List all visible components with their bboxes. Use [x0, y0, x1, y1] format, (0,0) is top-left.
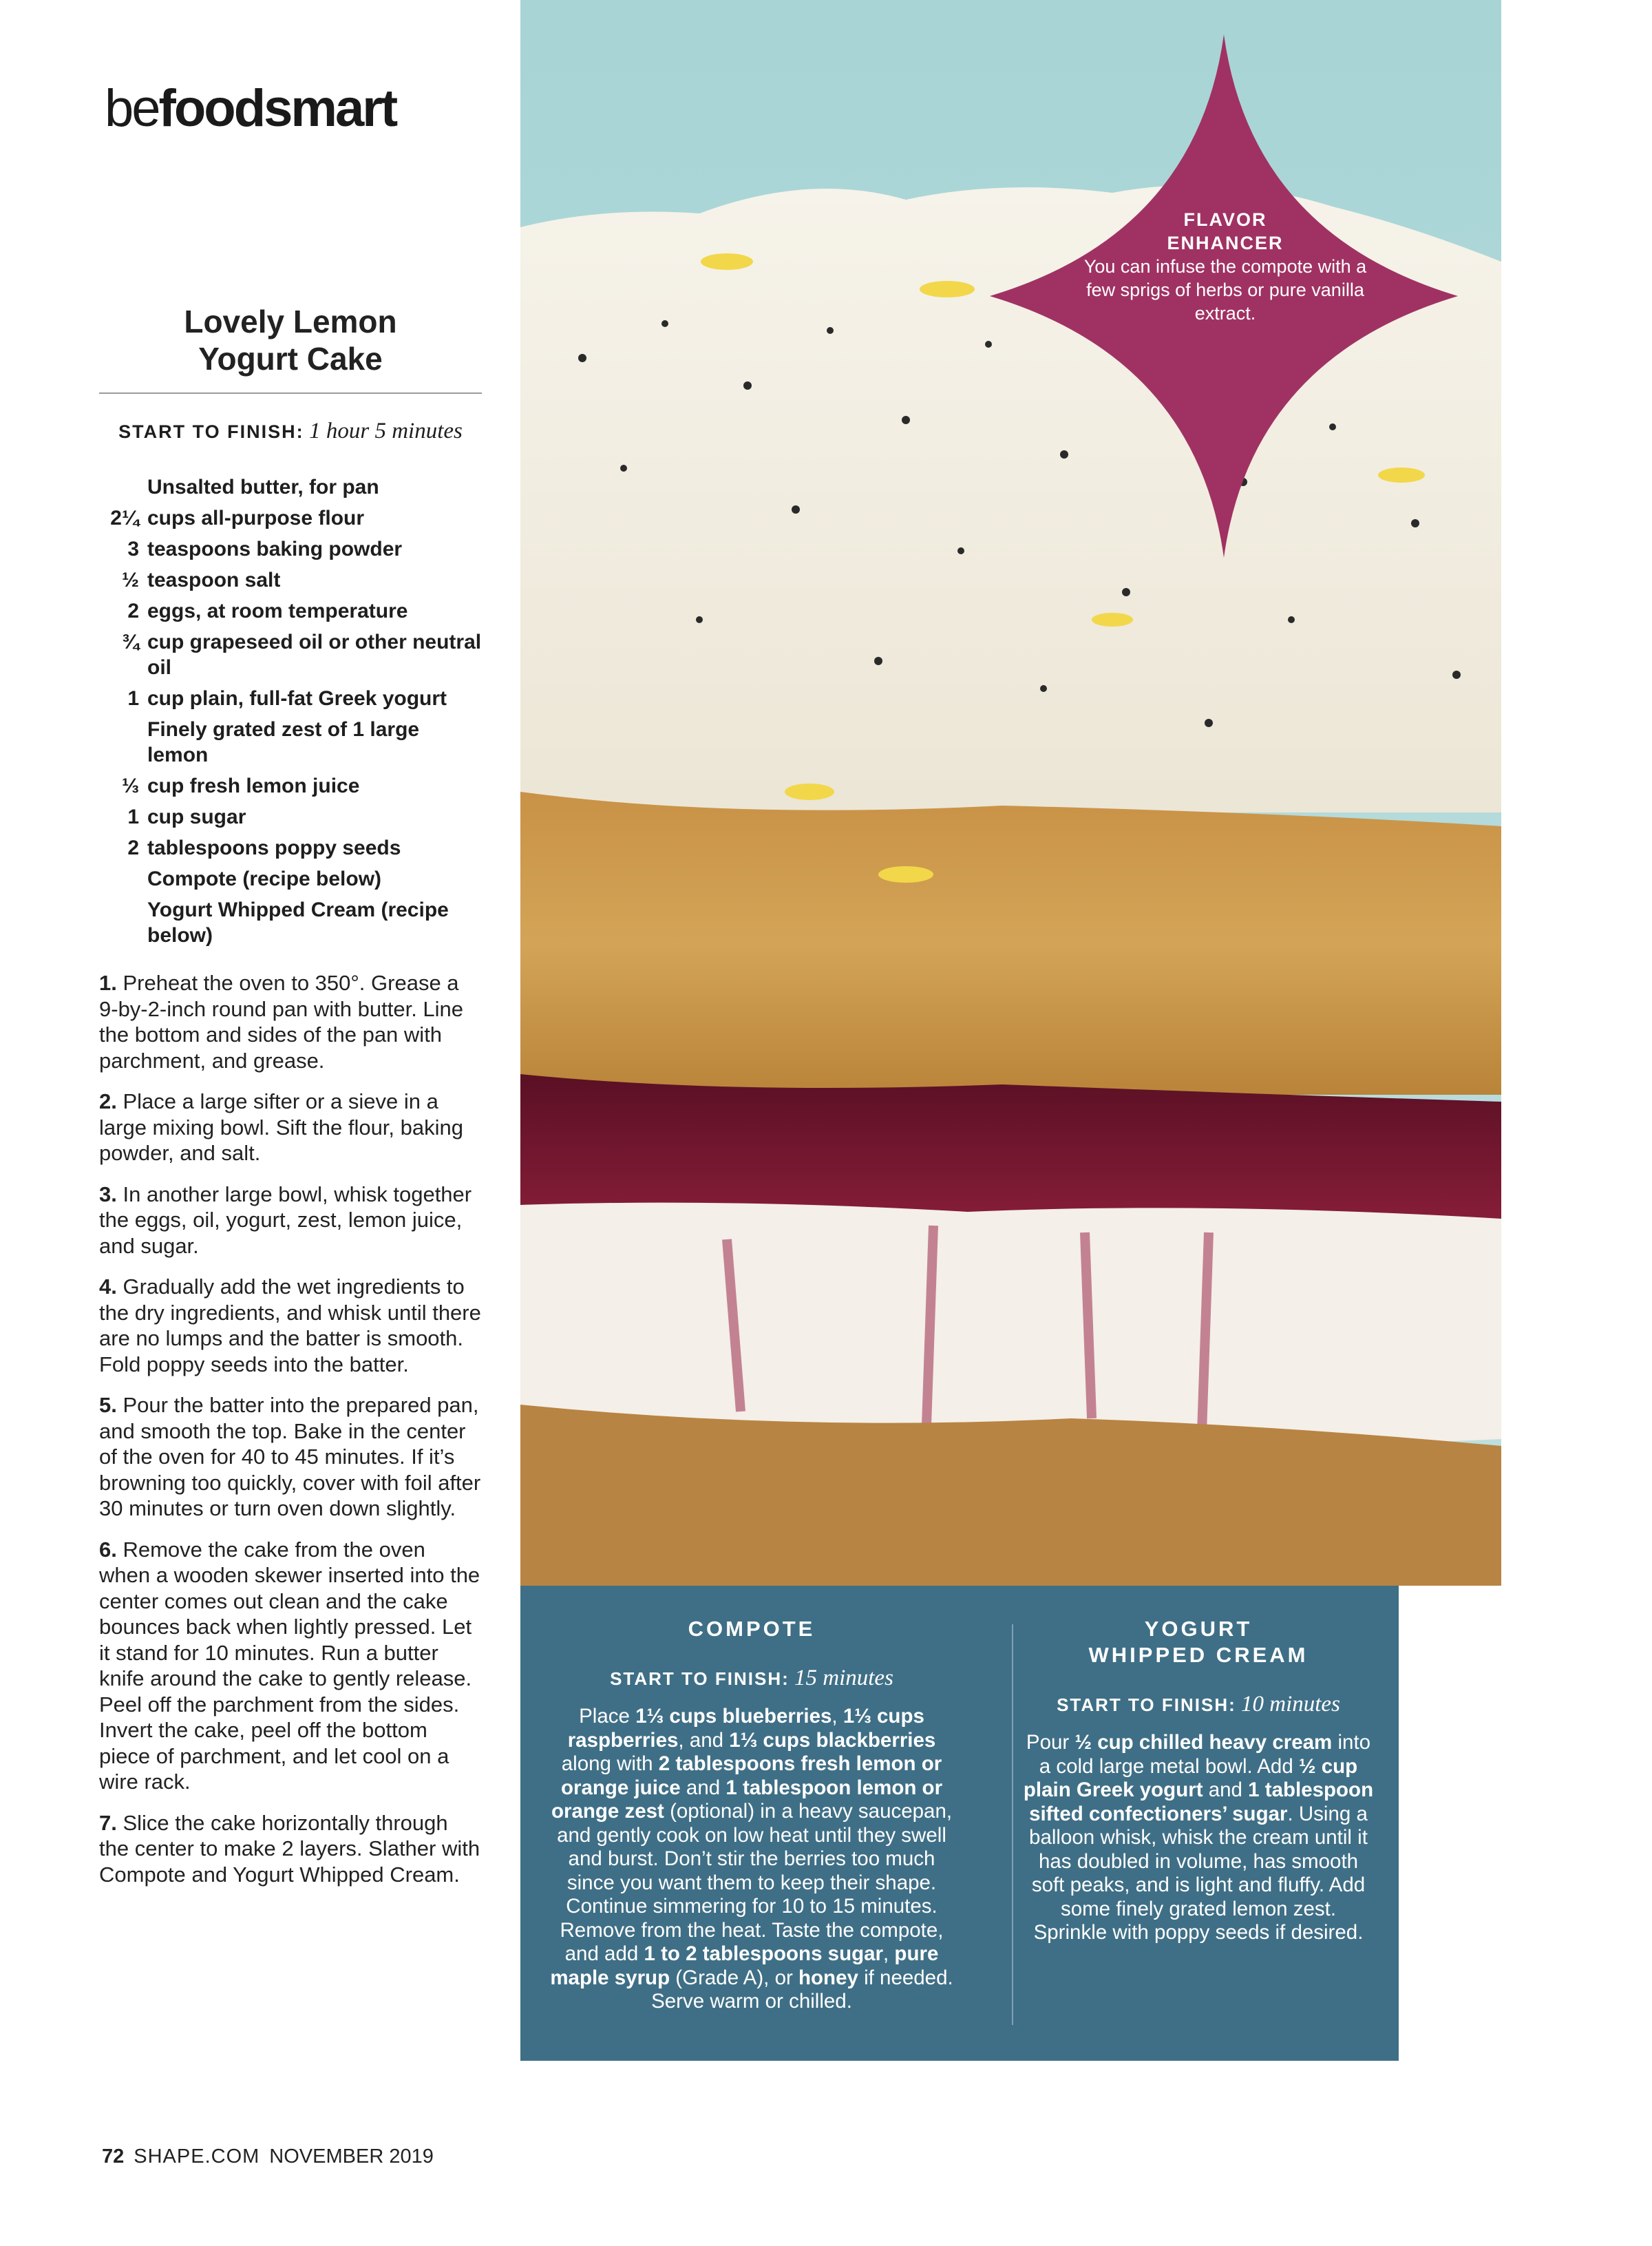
- emphasized-ingredient: ½ cup plain Greek yogurt: [1023, 1754, 1358, 1801]
- step-number: 4.: [99, 1274, 117, 1299]
- ingredient-text: Compote (recipe below): [147, 868, 382, 890]
- step-text: Remove the cake from the oven when a wooden skewer inserted into the center comes out clean and the cake bounces back when lightly pressed. Let it stand for 10 minutes. Run a butter knife around the cake to gently release. Peel off the parchment from the sides. Invert the cake, peel off the bottom piece of parchment, and let cool on a wire rack.: [99, 1537, 480, 1794]
- instruction-text: ,: [832, 1705, 843, 1728]
- ingredient-item: [99, 686, 482, 711]
- ingredient-item: [99, 474, 482, 500]
- ingredient-text: tablespoons poppy seeds: [147, 837, 401, 859]
- whipped-cream-title-line2: WHIPPED CREAM: [1088, 1643, 1309, 1667]
- ingredient-text: teaspoon salt: [147, 569, 281, 591]
- ingredient-text: cup plain, full-fat Greek yogurt: [147, 687, 447, 710]
- whipped-cream-recipe: [1023, 1616, 1374, 1945]
- ingredient-text: cup sugar: [147, 806, 246, 828]
- step-text: Pour the batter into the prepared pan, and smooth the top. Bake in the center of the oven for 40 to 45 minutes. If it’s browning too quickly, cover with foil after 30 minutes or turn oven down slightly.: [99, 1393, 481, 1520]
- instruction-text: . Using a balloon whisk, whisk the cream until it has doubled in volume, has smooth soft peaks, and is light and fluffy. Add some finely grated lemon zest. Sprinkle with poppy seeds if desired.: [1029, 1802, 1368, 1944]
- ingredient-text: cup fresh lemon juice: [147, 775, 360, 797]
- step-text: Gradually add the wet ingredients to the dry ingredients, and whisk until there are no lumps and the batter is smooth. Fold poppy seeds into the batter.: [99, 1274, 481, 1376]
- flavor-heading-line2: ENHANCER: [1167, 233, 1284, 253]
- instruction-text: , and: [678, 1728, 730, 1752]
- step-text: Preheat the oven to 350°. Grease a 9-by-2-inch round pan with butter. Line the bottom and sides of the pan with parchment, and grease.: [99, 971, 464, 1073]
- emphasized-ingredient: 1⅓ cups raspberries: [567, 1705, 924, 1752]
- step-number: 6.: [99, 1537, 117, 1562]
- ingredient-text: teaspoons baking powder: [147, 538, 403, 560]
- step-number: 7.: [99, 1810, 117, 1835]
- step-number: 1.: [99, 971, 117, 995]
- instruction-text: and: [680, 1776, 726, 1799]
- step-number: 3.: [99, 1182, 117, 1206]
- ingredient-qty: ½: [121, 569, 139, 591]
- instruction-text: and: [1203, 1778, 1249, 1801]
- ingredient-item: [99, 536, 482, 562]
- method-step: [99, 1810, 482, 1888]
- ingredient-text: Unsalted butter, for pan: [147, 476, 379, 498]
- whipped-cream-start-to-finish: [1023, 1692, 1374, 1717]
- compote-instructions: [545, 1705, 958, 2014]
- ingredient-qty: 3: [127, 538, 139, 560]
- ingredient-item: [99, 773, 482, 799]
- whipped-cream-title-line1: YOGURT: [1144, 1617, 1253, 1641]
- recipe-title-line1: Lovely Lemon: [184, 304, 397, 339]
- instruction-text: (optional) in a heavy saucepan, and gently cook on low heat until they swell and burst. Don’t stir the berries too much since you want them to keep their shape. Continue simmering for 10 to 15 minutes. Remove from the heat. Taste the compote, and add: [557, 1800, 953, 1965]
- panel-divider: [1012, 1624, 1013, 2025]
- ingredient-qty: [99, 717, 147, 768]
- brand-prefix: be: [105, 79, 159, 138]
- instruction-text: if needed. Serve warm or chilled.: [651, 1966, 953, 2013]
- ingredient-text: cup grapeseed oil or other neutral oil: [147, 631, 482, 679]
- whipped-cream-title: [1023, 1616, 1374, 1668]
- emphasized-ingredient: honey: [798, 1966, 858, 1989]
- emphasized-ingredient: 2 tablespoons fresh lemon or orange juice: [560, 1752, 942, 1799]
- emphasized-ingredient: pure maple syrup: [550, 1942, 939, 1989]
- compote-start-to-finish: [545, 1666, 958, 1691]
- brand-logo: [105, 79, 396, 138]
- ingredient-text: Finely grated zest of 1 large lemon: [147, 718, 420, 766]
- page-footer: [102, 2145, 434, 2168]
- compote-start-label: START TO FINISH:: [610, 1668, 790, 1689]
- ingredient-item: [99, 598, 482, 624]
- step-number: 5.: [99, 1393, 117, 1417]
- sub-recipes-panel: [520, 1586, 1399, 2061]
- method-steps: [99, 970, 482, 1887]
- compote-start-value: 15 minutes: [794, 1666, 893, 1690]
- method-step: [99, 1182, 482, 1259]
- emphasized-ingredient: 1⅓ cups blackberries: [729, 1728, 936, 1752]
- instruction-text: ,: [883, 1942, 895, 1965]
- ingredient-qty: 2¼: [110, 507, 139, 529]
- ingredient-qty: 1: [127, 806, 139, 828]
- ingredient-item: [99, 866, 482, 892]
- flavor-text: You can infuse the compote with a few sprigs of herbs or pure vanilla extract.: [1083, 256, 1367, 324]
- ingredient-item: [99, 835, 482, 861]
- ingredient-qty: 2: [127, 837, 139, 859]
- step-text: Slice the cake horizontally through the center to make 2 layers. Slather with Compote and Yogurt Whipped Cream.: [99, 1810, 480, 1887]
- start-value: 1 hour 5 minutes: [309, 419, 463, 443]
- footer-site: SHAPE.COM: [134, 2145, 260, 2168]
- instruction-text: into a cold large metal bowl. Add: [1039, 1731, 1371, 1778]
- ingredient-qty: 2: [127, 600, 139, 622]
- ingredient-text: cups all-purpose flour: [147, 507, 365, 529]
- whipped-start-label: START TO FINISH:: [1057, 1694, 1236, 1715]
- instruction-text: (Grade A), or: [670, 1966, 799, 1989]
- ingredient-item: [99, 897, 482, 948]
- emphasized-ingredient: 1 to 2 tablespoons sugar: [644, 1942, 884, 1965]
- emphasized-ingredient: 1 tablespoon lemon or orange zest: [551, 1776, 943, 1823]
- instruction-text: along with: [561, 1752, 659, 1775]
- ingredient-item: [99, 567, 482, 593]
- ingredient-qty: 1: [127, 687, 139, 710]
- compote-title: COMPOTE: [688, 1617, 816, 1641]
- compote-recipe: [545, 1616, 958, 2014]
- recipe-title: [99, 303, 482, 394]
- emphasized-ingredient: 1⅓ cups blueberries: [635, 1705, 832, 1728]
- step-text: Place a large sifter or a sieve in a large mixing bowl. Sift the flour, baking powder, and salt.: [99, 1089, 463, 1165]
- step-number: 2.: [99, 1089, 117, 1113]
- flavor-heading-line1: FLAVOR: [1183, 209, 1267, 230]
- ingredient-qty: [99, 474, 147, 500]
- ingredient-item: [99, 629, 482, 680]
- ingredient-item: [99, 804, 482, 830]
- whipped-cream-instructions: [1023, 1731, 1374, 1945]
- ingredient-qty: [99, 897, 147, 948]
- method-step: [99, 1537, 482, 1795]
- footer-issue: NOVEMBER 2019: [269, 2145, 434, 2168]
- ingredient-qty: [99, 866, 147, 892]
- emphasized-ingredient: ½ cup chilled heavy cream: [1074, 1731, 1333, 1754]
- recipe-title-line2: Yogurt Cake: [198, 341, 383, 377]
- instruction-text: Place: [579, 1705, 636, 1728]
- ingredient-text: eggs, at room temperature: [147, 600, 408, 622]
- ingredient-item: [99, 717, 482, 768]
- ingredient-list: [99, 474, 482, 948]
- step-text: In another large bowl, whisk together the eggs, oil, yogurt, zest, lemon juice, and sugar.: [99, 1182, 472, 1258]
- recipe-start-to-finish: [99, 419, 482, 444]
- ingredient-qty: ¾: [121, 631, 139, 653]
- method-step: [99, 1274, 482, 1377]
- recipe-column: [99, 303, 482, 1902]
- method-step: [99, 1392, 482, 1522]
- brand-name: foodsmart: [158, 79, 396, 138]
- page-number: 72: [102, 2145, 125, 2168]
- ingredient-item: [99, 505, 482, 531]
- method-step: [99, 970, 482, 1073]
- emphasized-ingredient: 1 tablespoon sifted confectioners’ sugar: [1029, 1778, 1374, 1825]
- ingredient-qty: ⅓: [121, 775, 139, 797]
- instruction-text: Pour: [1026, 1731, 1075, 1754]
- start-label: START TO FINISH:: [118, 421, 304, 442]
- ingredient-text: Yogurt Whipped Cream (recipe below): [147, 899, 449, 947]
- flavor-enhancer-callout: [1074, 208, 1377, 325]
- whipped-start-value: 10 minutes: [1241, 1692, 1340, 1717]
- method-step: [99, 1089, 482, 1166]
